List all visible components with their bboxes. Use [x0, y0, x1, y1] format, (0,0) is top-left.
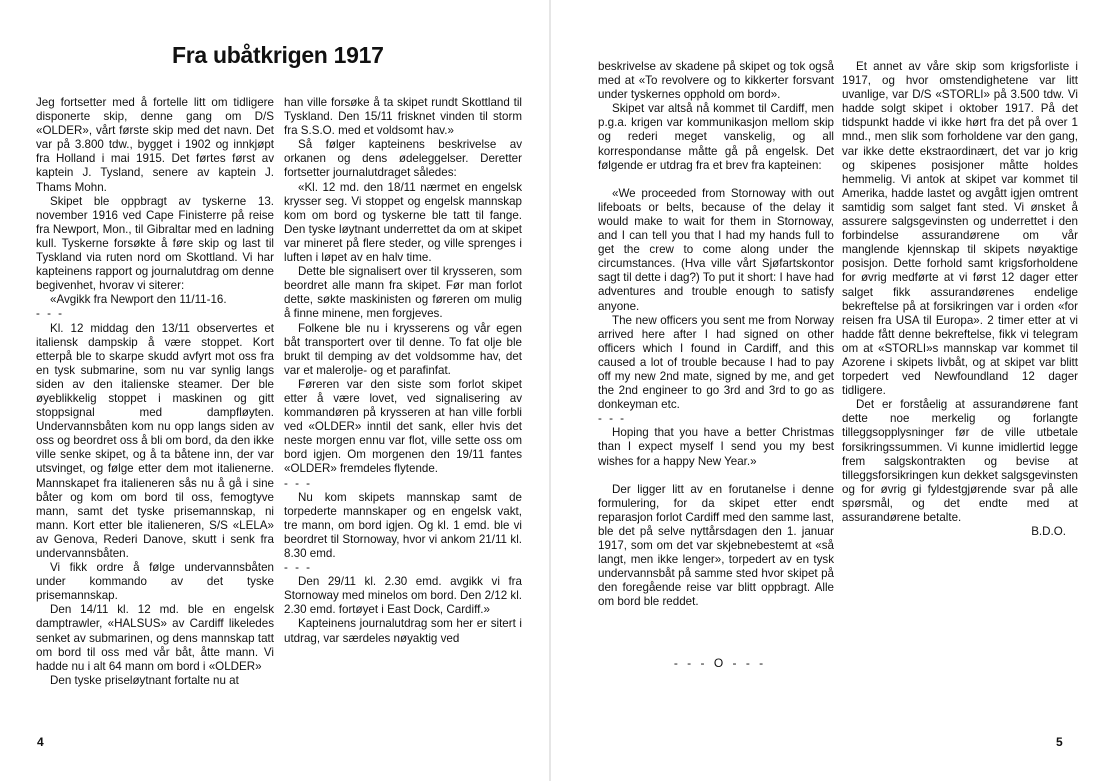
paragraph: Et annet av våre skip som krigsforliste i 1917, og hvor omstendighetene var litt uvanlige, var D/S «STORLI» på 3.500 tdw. Vi hadde solgt skipet i oktober 1917. På det tidspunkt hadde vi ikke hørt fra det på over 1 mnd., men slik som forholdene var den gang, var ikke dette ekstraordinært, det var jo krig og skipenes posisjoner måtte holdes hemmelig. Vi antok at skipet var kommet til Amerika, hadde lastet og avgått igjen omtrent samtidig som salget fant sted. Vi ønsket å assurere salgsgevinsten og underrettet i den forbindelse assurandørene om vår manglende kjennskap til skipets nøyaktige posisjon. Dette forhold samt krigsforholdene for øvrig medførte at vi først 12 dager etter salget fikk assurandørenes endelige bekreftelse på at forsikringen var i orden «for reisen fra USA til Europa». 2 timer etter at vi hadde fått denne bekreftelse, fikk vi telegram om at «STORLI»s mannskap var kommet til Azorene i skipets livbåt, og at skipet var blitt torpedert ved Newfoundland 12 dager tidligere. — [842, 60, 1078, 398]
page-gutter — [549, 0, 551, 781]
section-ornament: - - - O - - - — [673, 656, 767, 670]
paragraph: Skipet ble oppbragt av tyskerne 13. november 1916 ved Cape Finisterre på reise fra Newport, Mon., til Gibraltar med en ladning kull. Tyskerne forsøkte å føre skip og last til Tyskland via ruten nord om Skottland. Vi har kapteinens rapport og journalutdrag om denne begivenhet, hvorav vi siterer: — [36, 194, 274, 293]
text-column-2 — [284, 96, 522, 731]
paragraph: Dette ble signalisert over til krysseren, som beordret alle mann fra skipet. Før man forlot dette, søkte maskinisten og føreren om mulig å finne minene, men forgjeves. — [284, 265, 522, 321]
paragraph: Kapteinens journalutdrag som her er sitert i utdrag, var særdeles nøyaktig ved — [284, 617, 522, 645]
text-column-4 — [842, 60, 1078, 570]
paragraph: «Avgikk fra Newport den 11/11-16. — [50, 293, 227, 307]
paragraph: «Kl. 12 md. den 18/11 nærmet en engelsk krysser seg. Vi stoppet og engelsk mannskap kom om bord og tyskerne ble tatt til fange. Den tyske løytnant underrettet da om at skipet var mineret på flere steder, og ville sprenges i luften i løpet av en halv time. — [284, 180, 522, 265]
paragraph: Vi fikk ordre å følge undervannsbåten under kommando av det tyske prisemannskap. — [36, 561, 274, 603]
text-column-3 — [598, 60, 834, 660]
paragraph: Kl. 12 middag den 13/11 observertes et italiensk dampskip å være stoppet. Kort etterpå ble to skarpe skudd avfyrt mot oss fra en tysk submarine, som nu var synlig langs siden av den italienske steamer. Der ble øyeblikkelig stoppet i maskinen og gitt stoppsignal med dampfløyten. Undervannsbåten kom nu opp langs siden av oss og beordret oss å bli om bord, da den ikke ville senke skipet, og å ta båtene inn, der var utsvinget, og følge etter dem mot italienerne. Mannskapet fra italieneren sås nu å gå i sine båter og kom om bord til oss, femogtyve mann, samt det tyske prisemannskap, ni mann. Kort etter ble italieneren, S/S «LELA» av Genova, Rederi Danove, skutt i senk fra undervannsbåten. — [36, 321, 274, 560]
paragraph: Den 14/11 kl. 12 md. ble en engelsk damptrawler, «HALSUS» av Cardiff likeledes senket av submarinen, og dens mannskap tatt om bord til oss med vår båt, åtte mann. Vi hadde nu i alt 64 mann om bord i «OLDER» — [36, 603, 274, 673]
paragraph: beskrivelse av skadene på skipet og tok også med at «To revolvere og to kikkerter forsvant under tyskernes opphold om bord». — [598, 60, 834, 102]
paragraph: Skipet var altså nå kommet til Cardiff, men p.g.a. krigen var kommunikasjon mellom skip og rederi meget vanskelig, og all korrespondanse måtte gå på engelsk. Det følgende er utdrag fra et brev fra kapteinen: — [598, 102, 834, 172]
paragraph: Den tyske priseløytnant fortalte nu at — [50, 673, 239, 687]
section-separator: - - - — [598, 412, 627, 426]
paragraph: Føreren var den siste som forlot skipet etter å være lovet, ved signalisering av kommandøren på krysseren at han ville forbli ved «OLDER» inntil det sank, eller hvis det neste morgen ennu var flot, ville sette oss om bord igjen. Om morgenen den 19/11 fantes «OLDER» fremdeles flytende. — [284, 377, 522, 476]
paragraph: han ville forsøke å ta skipet rundt Skottland til Tyskland. Den 15/11 frisknet vinden til storm fra S.S.O. med et voldsomt hav.» — [284, 96, 522, 138]
section-separator: - - - — [36, 307, 65, 321]
paragraph: Så følger kapteinens beskrivelse av orkanen og dens ødeleggelser. Deretter fortsetter journalutdraget således: — [284, 138, 522, 180]
paragraph: Der ligger litt av en forutanelse i denne formulering, for da skipet etter endt reparasjon forlot Cardiff med den samme last, ble det på selve nyttårsdagen den 1. januar 1917, som om det var skjebnebestemt at «så langt, men ikke lenger», torpedert av en tysk undervannsbåt på samme sted hvor skipet på den foregående reise var blitt oppbragt. Alle om bord ble reddet. — [598, 482, 834, 609]
paragraph: The new officers you sent me from Norway arrived here after I had signed on other officers which I found in Cardiff, and this caused a lot of trouble because I had to pay off my new 2nd mate, signed by me, and get the 2nd engineer to go 3rd and 3rd to go as donkeyman etc. — [598, 313, 834, 412]
author-signature: B.D.O. — [1031, 525, 1066, 539]
article-title: Fra ubåtkrigen 1917 — [172, 42, 384, 68]
paragraph: «We proceeded from Stornoway with out lifeboats or belts, because of the delay it would make to wait for them in Stornoway, and I can tell you that I had my hands full to get the crew to come along under the circumstances. (Hva ville vårt Sjøfartskontor sagt til dette i dag?) To put it short: I have had adventures and trouble enough to satisfy anyone. — [598, 186, 834, 313]
section-separator: - - - — [284, 561, 313, 575]
paragraph: Den 29/11 kl. 2.30 emd. avgikk vi fra Stornoway med minelos om bord. Den 2/12 kl. 2.30 emd. fortøyet i East Dock, Cardiff.» — [284, 575, 522, 617]
text-column-1 — [36, 96, 274, 731]
page-number-right: 5 — [1056, 735, 1063, 749]
paragraph: Nu kom skipets mannskap samt de torpederte mannskaper og en engelsk vakt, tre mann, om bord igjen. Og kl. 1 emd. ble vi beordret til Stornoway, hvor vi ankom 21/11 kl. 8.30 emd. — [284, 490, 522, 560]
paragraph: Hoping that you have a better Christmas than I expect myself I send you my best wishes for a happy New Year.» — [598, 426, 834, 468]
section-separator: - - - — [284, 476, 313, 490]
paragraph: Folkene ble nu i krysserens og vår egen båt transportert over til denne. To fat olje ble brukt til demping av det voldsomme hav, det var et malerolje- og et parafinfat. — [284, 321, 522, 377]
paragraph: Det er forståelig at assurandørene fant dette noe merkelig og forlangte tilleggsopplysninger før de ville utbetale forsikringssummen. Vi kunne imidlertid legge frem salgskontrakten og bevise at tilleggsforsikringen kun dekket salgsgevinsten og for øvrig gi fyldestgjørende svar på alle spørsmål, og det endte med at assurandørene betalte. — [842, 398, 1078, 524]
paragraph: Jeg fortsetter med å fortelle litt om tidligere disponerte skip, denne gang om D/S «OLDER», vårt første skip med det navn. Det var på 3.800 tdw., bygget i 1902 og innkjøpt fra Holland i mai 1915. Det førtes først av kaptein J. Tysland, senere av kaptein J. Thams Mohn. — [36, 96, 274, 194]
page-number-left: 4 — [37, 735, 44, 749]
